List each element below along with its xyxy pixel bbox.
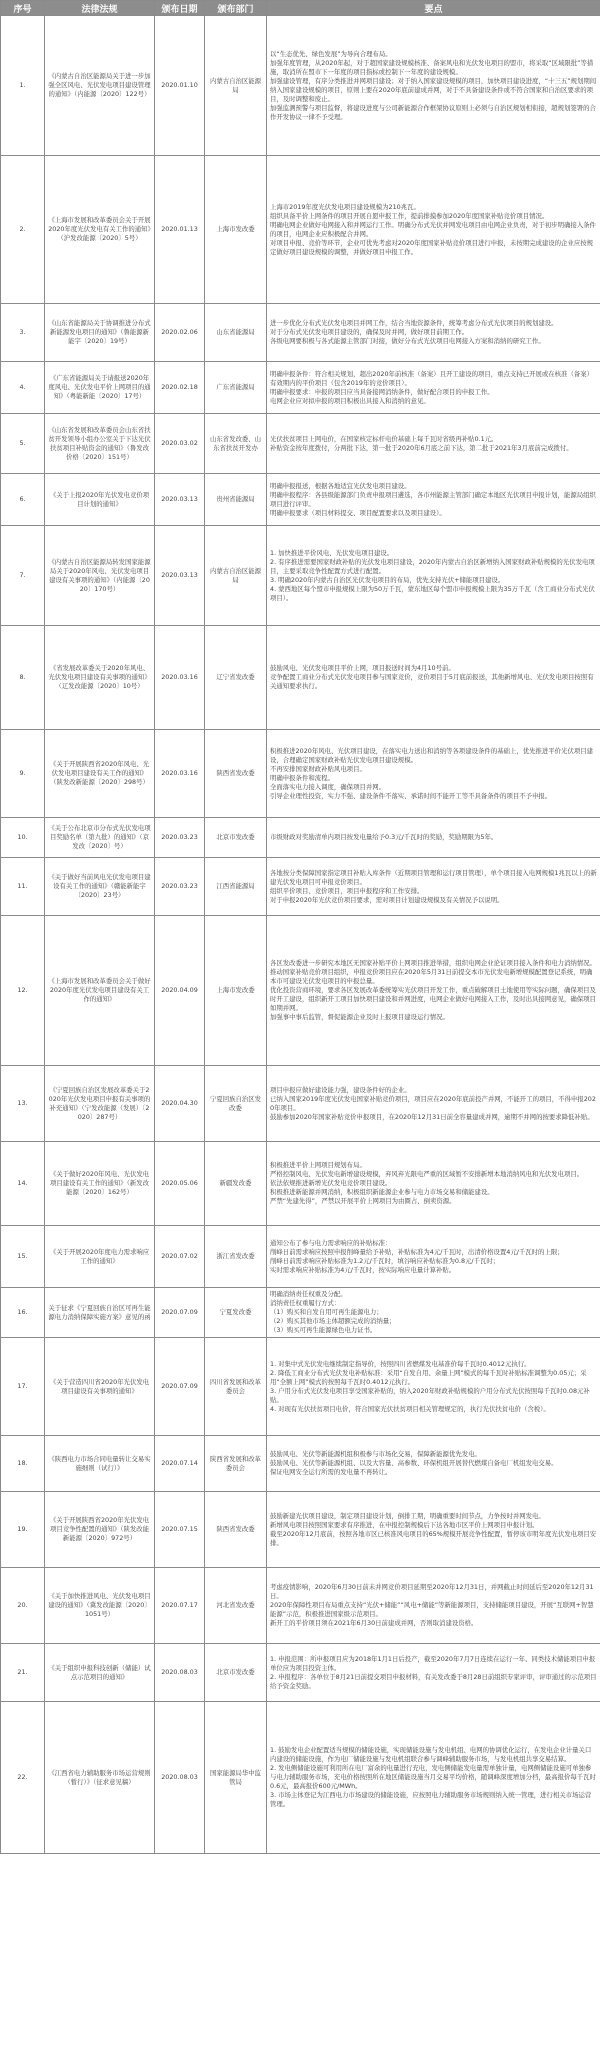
key-point: 2. 有序推进需要国家财政补贴的光伏发电项目建设，2020年内蒙古自治区新增纳入国家财政补贴规模的光伏发电项目，主要采取竞争性配置方式进行配置。 xyxy=(270,557,595,575)
row-number: 17. xyxy=(1,1338,45,1436)
key-point: 加强建设管理，有序分类推进并网项目建设；对于纳入国家建设规模的项目，加快项目建设进度，“十三五”规划期间纳入国家建设规模的项目，原则上要在2020年底前建成并网，对于不具备建设条件或不符合国家和自治区要求的项目，及时调整和废止。 xyxy=(270,76,597,103)
issue-date: 2020.03.23 xyxy=(155,858,205,916)
row-number: 19. xyxy=(1,1492,45,1568)
key-point: 电网企业应对拟申报的项目积极出具接入和消纳的意见。 xyxy=(270,396,430,405)
key-point: 进一步优化分布式光伏发电项目并网工作，结合当地资源条件，统筹考虑分布式光伏项目的规划建设。 xyxy=(270,319,558,327)
key-point: 依法依规推进新增光伏发电竞价项目建设。 xyxy=(270,1179,392,1187)
key-point: 组织具备平价上网条件的项目开展自愿申报工作，提前排摸参加2020年度国家补贴竞价项目情况。 xyxy=(270,211,549,220)
law-title: 《关于营造四川省2020年光伏发电项目建设有关事项的通知》 xyxy=(45,1338,155,1436)
key-point: 上海市2019年度光伏发电项目建设规模为210兆瓦。 xyxy=(270,202,420,211)
key-point: 保证电网安全运行所需的发电量不再转让。 xyxy=(270,1468,392,1476)
table-row xyxy=(1,1338,600,1436)
issue-date: 2020.02.06 xyxy=(155,304,205,362)
key-point: 补贴资金按年度拨付，分两批下达，第一批于2020年6月底之前下达，第二批于2021年3月底前完成拨付。 xyxy=(270,443,573,452)
table-row xyxy=(1,474,600,526)
row-number: 14. xyxy=(1,1142,45,1226)
key-point: 对于申报2020年光伏竞价项目要求，需对项目计划建设规模及有关情况予以说明。 xyxy=(270,895,504,904)
key-points xyxy=(267,474,600,526)
table-row xyxy=(1,1492,600,1568)
issue-date: 2020.03.13 xyxy=(155,474,205,526)
table-row xyxy=(1,304,600,362)
law-title: 《山东省发展和改革委员会山东省扶贫开发领导小组办公室关于下达光伏扶贫项目补贴资金的通知》（鲁发改价格〔2020〕151号） xyxy=(45,414,155,474)
key-points xyxy=(267,304,600,362)
key-point: 截至2020年12月底前，按照各地市区已核准风电项目的65%规模开展竞争性配置，暂停该市明年度光伏发电项目安排。 xyxy=(270,1529,597,1547)
law-title: 《上海市发展和改革委员会关于开展2020年度光伏发电有关工作的通知》（沪发改能源〔2020〕5号） xyxy=(45,156,155,304)
law-title: 《关于开展陕西省2020年风电、光伏发电项目建设有关工作的通知》（陕发改新能源〔2020〕298号） xyxy=(45,730,155,818)
row-number: 12. xyxy=(1,916,45,1066)
row-number: 5. xyxy=(1,414,45,474)
table-row xyxy=(1,626,600,730)
row-number: 9. xyxy=(1,730,45,818)
table-row xyxy=(1,1436,600,1492)
key-points xyxy=(267,156,600,304)
key-point: 1. 对集中式光伏发电继续制定指导价，按照四川省燃煤发电基准价每千瓦时0.4012元执行。 xyxy=(270,1359,531,1368)
key-point: 明确申报条件：符合相关规划，超出2020年前核准（备案）且开工建设的项目，重点支持已开展或在核准（备案）有效期内的平价项目（包含2019年的竞价项目）。 xyxy=(270,369,594,387)
key-points xyxy=(267,526,600,626)
key-point: 明确申报报送，根据各地适宜光伏发电项目建设。 xyxy=(270,481,411,490)
key-point: 鼓励参加2020年国家补贴竞价申报项目，在2020年12月31日前全容量建成并网，逾期不并网的按要求降低补贴。 xyxy=(270,1112,594,1121)
key-point: 通知公布了参与电力需求响应的补贴标准： xyxy=(270,1238,392,1247)
key-point: 2020年保障性项目布局重点支持“光伏+储能”“风电+储能”等新能源项目，支持储能项目建设，开展“互联网+智慧能源”示范，积极推进国家级示范项目。 xyxy=(270,1601,594,1618)
key-point: 光伏扶贫项目上网电价，在国家核定标杆电价基础上每千瓦时省级再补贴0.1元。 xyxy=(270,434,498,443)
issue-date: 2020.08.03 xyxy=(155,1644,205,1702)
header-law: 法律法规 xyxy=(45,1,155,16)
key-points xyxy=(267,414,600,474)
key-point: 4. 对现有光伏扶贫项目电价，符合国家光伏扶贫项目相关管理规定的，执行光伏扶贫电价（含税）。 xyxy=(270,1404,550,1413)
key-point: （3）购买可再生能源绿色电力证书。 xyxy=(270,1326,377,1334)
key-points xyxy=(267,1142,600,1226)
header-dept: 颁布部门 xyxy=(205,1,267,16)
table-header-row xyxy=(1,1,600,16)
row-number: 6. xyxy=(1,474,45,526)
issuing-department: 贵州省能源局 xyxy=(205,474,267,526)
key-point: 组织平价项目、竞价项目，项目申报程序和工作安排。 xyxy=(270,886,424,895)
key-point: （1）购买和自发自用可再生能源电力； xyxy=(270,1308,383,1316)
key-points xyxy=(267,1066,600,1142)
table-row xyxy=(1,526,600,626)
law-title: 《内蒙古自治区能源局关于进一步加强全区风电、光伏发电项目建设管理的通知》（内能源〔2020〕122号） xyxy=(45,16,155,156)
law-title: 《关于组织申报科技创新（储能）试点示范项目的通知》 xyxy=(45,1644,155,1702)
key-points xyxy=(267,362,600,414)
issuing-department: 四川省发展和改革委员会 xyxy=(205,1338,267,1436)
row-number: 16. xyxy=(1,1288,45,1338)
law-title: 《江西省电力辅助服务市场运营规则（暂行）》（征求意见稿） xyxy=(45,1702,155,1854)
row-number: 22. xyxy=(1,1702,45,1854)
row-number: 4. xyxy=(1,362,45,414)
issuing-department: 山东省发改委、山东省扶贫开发办 xyxy=(205,414,267,474)
issuing-department: 陕西省发改委 xyxy=(205,1492,267,1568)
key-points xyxy=(267,1288,600,1338)
issuing-department: 国家能源局华中监管局 xyxy=(205,1702,267,1854)
key-points xyxy=(267,858,600,916)
key-point: 1. 鼓励发电企业配置适当规模的储能设施，实现储能设施与发电机组、电网的协调优化运行，在发电企业计量关口内建设的储能设施，作为电厂储能设施与发电机组联合参与调峰辅助服务市场，与发电机组共享交易结算。 xyxy=(270,1746,592,1763)
key-point: 项目申报应做好建设能力强，建设条件好的企业。 xyxy=(270,1085,411,1094)
issuing-department: 辽宁省发改委 xyxy=(205,626,267,730)
table-row xyxy=(1,1644,600,1702)
key-point: 竞争配置工商业分布式光伏发电项目参与国家竞价，竞价项目于5月底前报送，其他新增风电、光伏发电项目按照有关通知要求执行。 xyxy=(270,673,594,690)
issue-date: 2020.04.30 xyxy=(155,1066,205,1142)
header-no: 序号 xyxy=(1,1,45,16)
law-title: 《宁夏回族自治区发展改革委关于2020年光伏发电项目申报有关事项的补充通知》（宁发改能源（发展）〔2020〕287号） xyxy=(45,1066,155,1142)
issue-date: 2020.03.13 xyxy=(155,526,205,626)
key-point: （2）购买其他市场主体超额完成的消纳量； xyxy=(270,1317,396,1325)
key-point: 鼓励风电、光伏发电项目平价上网，项目报送时间为4月10号前。 xyxy=(270,664,455,672)
row-number: 1. xyxy=(1,16,45,156)
table-row xyxy=(1,362,600,414)
row-number: 13. xyxy=(1,1066,45,1142)
key-point: 明确申报要求：申报的项目应当具备接网消纳条件，做好配合项目的申报工作。 xyxy=(270,387,494,396)
key-point: 实时需求响应补贴标准为4元/千瓦时，按实际响应电量计算补贴。 xyxy=(270,1265,456,1274)
key-points xyxy=(267,1568,600,1644)
law-title: 《关于公布北京市分布式光伏发电项目奖励名单（第九批）的通知》（京发改〔2020〕号） xyxy=(45,818,155,858)
key-point: 新开工的平价项目须在2021年6月30日前建成并网，否则取消建设资格。 xyxy=(270,1619,478,1627)
key-point: 1. 加快推进平价风电、光伏发电项目建设。 xyxy=(270,548,394,557)
key-point: 3. 户用分布式光伏发电项目享受国家补贴的，纳入2020年财政补贴规模的户用分布式光伏按照每千瓦时0.08元补贴。 xyxy=(270,1386,590,1404)
table-row xyxy=(1,1142,600,1226)
law-title: 《广东省能源局关于请报送2020年度风电、光伏发电平价上网项目的通知》（粤能新能〔2020〕17号） xyxy=(45,362,155,414)
issuing-department: 上海市发改委 xyxy=(205,916,267,1066)
key-points xyxy=(267,1226,600,1288)
law-title: 《陕西电力市场合同电量转让交易实施细则（试行）》 xyxy=(45,1436,155,1492)
key-point: 以“生态优先、绿色发展”为导向合理布局。 xyxy=(270,49,392,58)
issuing-department: 山东省能源局 xyxy=(205,304,267,362)
key-point: 鼓励风电、光伏等新能源机组积极参与市场化交易，保障新能源优先发电。 xyxy=(270,1450,481,1458)
key-point: 鼓励风电、光伏等新能源机组、以及大容量、高参数、环保机组开展替代燃煤自备电厂机组发电交易。 xyxy=(270,1459,558,1467)
key-point: 明确申报条件和流程。 xyxy=(270,773,334,782)
key-points xyxy=(267,16,600,156)
issue-date: 2020.03.16 xyxy=(155,626,205,730)
table-row xyxy=(1,156,600,304)
key-points xyxy=(267,730,600,818)
issue-date: 2020.07.17 xyxy=(155,1568,205,1644)
key-point: 明确消纳责任权重及分配。 xyxy=(270,1290,347,1298)
issuing-department: 河北省发改委 xyxy=(205,1568,267,1644)
issuing-department: 内蒙古自治区能源局 xyxy=(205,16,267,156)
key-point: 各级电网要积极与各式能源主管部门对接，做好分布式光伏项目电网接入方案和消纳的研究工作。 xyxy=(270,337,545,345)
issue-date: 2020.07.09 xyxy=(155,1288,205,1338)
law-title: 关于征求《宁夏回族自治区可再生能源电力消纳保障实施方案》意见的函 xyxy=(45,1288,155,1338)
issue-date: 2020.01.13 xyxy=(155,156,205,304)
issuing-department: 广东省能源局 xyxy=(205,362,267,414)
issue-date: 2020.07.15 xyxy=(155,1492,205,1568)
key-point: 各地按分类保障国家指定项目补贴入库条件（近期项目管理和运行项目管理），单个项目接入电网规模1兆瓦以上的新建光伏发电项目可申报竞价项目。 xyxy=(270,868,597,886)
key-point: 2. 申报程序：各单位于8月21日前提交项目申报材料，有关发改委于8月28日前组织专家评审，评审通过的示范项目给予资金奖励。 xyxy=(270,1672,597,1690)
issuing-department: 北京市发改委 xyxy=(205,1644,267,1702)
key-point: 考虑疫情影响，2020年6月30日前未并网竞价项目延期至2020年12月31日，并网截止时间延后至2020年12月31日。 xyxy=(270,1583,594,1600)
issuing-department: 陕西省发改委 xyxy=(205,730,267,818)
issue-date: 2020.03.16 xyxy=(155,730,205,818)
key-point: 明确电网企业做好电网接入和并网运行工作。明确分布式光伏并网发电项目由电网企业负责，对于初步明确接入条件的项目，电网企业应积极配合并网。 xyxy=(270,220,596,238)
key-points xyxy=(267,1436,600,1492)
key-point: 2. 发电侧储能设施可利用所在电厂富余的电量进行充电，发电侧储能发电量需单独计量，电网侧储能设施可单独参与电力辅助服务市场，充电价格按照所在地区储能设施当月交易平均价格，随调峰深度增加分档，最高报价每千瓦时0.6元，最高报价600元/MWh。 xyxy=(270,1764,596,1790)
header-points: 要点 xyxy=(267,1,600,16)
header-date: 颁布日期 xyxy=(155,1,205,16)
table-row xyxy=(1,916,600,1066)
issue-date: 2020.05.06 xyxy=(155,1142,205,1226)
table-row xyxy=(1,16,600,156)
issue-date: 2020.07.09 xyxy=(155,1338,205,1436)
law-title: 《关于开展陕西省2020年光伏发电项目竞争性配置的通知》（陕发改能新能源〔2020〕972号） xyxy=(45,1492,155,1568)
key-point: 鼓励新建光伏项目建设，制定项目建设计划，倒排工期，明确重要时间节点，力争按时并网发电。 xyxy=(270,1511,545,1520)
issue-date: 2020.02.18 xyxy=(155,362,205,414)
row-number: 15. xyxy=(1,1226,45,1288)
issuing-department: 北京市发改委 xyxy=(205,818,267,858)
law-title: 《关于开展2020年度电力需求响应工作的通知》 xyxy=(45,1226,155,1288)
issue-date: 2020.08.03 xyxy=(155,1702,205,1854)
key-point: 明确申报要求（项目材料提交、项目配置要求以及项目建设）。 xyxy=(270,508,446,517)
key-points xyxy=(267,1702,600,1854)
issuing-department: 江西省能源局 xyxy=(205,858,267,916)
law-title: 《关于做好当前风电光伏发电项目建设有关工作的通知》（赣能新能字〔2020〕23号） xyxy=(45,858,155,916)
table-row xyxy=(1,1066,600,1142)
issuing-department: 内蒙古自治区能源局 xyxy=(205,526,267,626)
table-row xyxy=(1,730,600,818)
key-point: 积极推进平价上网项目规划布局。 xyxy=(270,1161,366,1169)
issue-date: 2020.04.09 xyxy=(155,916,205,1066)
key-points xyxy=(267,1492,600,1568)
issue-date: 2020.07.02 xyxy=(155,1226,205,1288)
law-title: 《关于加快推进风电、光伏发电项目建设的通知》（冀发改能源〔2020〕1051号） xyxy=(45,1568,155,1644)
key-point: 优化投资营商环境，要求各区发展改革委统筹实光伏项目开发工作，重点破解项目土地使用等实际问题，确保项目及时开工建设，组织新开工项目加快项目建设和并网进度，电网企业做好电网接入工作，及时出具接网意见，确保项目如期并网。 xyxy=(270,986,596,1012)
law-title: 《省发展改革委关于2020年风电、光伏发电项目建设有关事项的通知》（辽发改能源〔2020〕10号） xyxy=(45,626,155,730)
row-number: 2. xyxy=(1,156,45,304)
issuing-department: 宁夏回族自治区发改委 xyxy=(205,1066,267,1142)
issuing-department: 浙江省发改委 xyxy=(205,1226,267,1288)
issue-date: 2020.03.23 xyxy=(155,818,205,858)
key-point: 不再安排国家财政补贴风电项目。 xyxy=(270,764,366,773)
law-title: 《关于上报2020年光伏发电竞价项目计划的通知》 xyxy=(45,474,155,526)
issue-date: 2020.07.14 xyxy=(155,1436,205,1492)
key-points xyxy=(267,626,600,730)
key-point: 对于分布式光伏发电项目建设的，确保及时并网，做好项目前期工作。 xyxy=(270,328,469,336)
row-number: 21. xyxy=(1,1644,45,1702)
row-number: 18. xyxy=(1,1436,45,1492)
key-point: 积极推进2020年风电、光伏项目建设，在落实电力送出和消纳等各项建设条件的基础上，优先推进平价光伏项目建设，合理确定国家财政补贴光伏发电项目建设规模。 xyxy=(270,746,594,764)
row-number: 8. xyxy=(1,626,45,730)
key-point: 2. 降低工商业分布式光伏发电补贴标准：采用“自发自用、余量上网”模式的每千瓦时补贴标准调整为0.05元；采用“全额上网”模式的按照每千瓦时0.4012元执行。 xyxy=(270,1368,587,1386)
key-point: 积极推进新能源并网消纳，积极组织新能源企业参与电力市场交易和储能建设。 xyxy=(270,1188,494,1196)
table-row xyxy=(1,1702,600,1854)
row-number: 10. xyxy=(1,818,45,858)
issuing-department: 上海市发改委 xyxy=(205,156,267,304)
key-point: 明确申报程序：各县级能源部门负责申报项目遴选，各市州能源主管部门确定本地区光伏项目申报计划，能源局组织项目进行评审。 xyxy=(270,490,596,508)
key-point: 消纳责任权重履行方式： xyxy=(270,1299,341,1307)
key-point: 削峰日前需求响应补贴标准为1.2元/千瓦时，填谷响应补贴标准为0.8元/千瓦时； xyxy=(270,1256,500,1265)
key-points xyxy=(267,1338,600,1436)
key-point: 加强年度管理，从2020年起，对于超国家建设规模核准、备案风电和光伏发电项目的盟市，将采取“区域限批”等措施，取消所在盟市下一年度的项目指标或控制下一年度的建设规模。 xyxy=(270,58,594,76)
issue-date: 2020.03.02 xyxy=(155,414,205,474)
law-title: 《上海市发展和改革委员会关于做好2020年度光伏发电项目建设有关工作的通知》 xyxy=(45,916,155,1066)
key-point: 市级财政对奖励清单内项目按发电量给予0.3元/千瓦时的奖励，奖励期限为5年。 xyxy=(270,833,498,841)
key-point: 3. 市场主体登记为江西电力市场建设的储能设施，应按照电力辅助服务市场规则纳入统一管理，进行相关市场运营管理。 xyxy=(270,1791,592,1808)
table-row xyxy=(1,414,600,474)
key-point: 各区发改委进一步研究本地区无国家补贴平价上网项目推进举措，组织电网企业论证项目接入条件和电力消纳情况。 xyxy=(270,959,596,967)
law-title: 《山东省能源局关于协调推进分布式新能源发电项目的通知》（鲁能源新能字〔2020〕19号） xyxy=(45,304,155,362)
row-number: 3. xyxy=(1,304,45,362)
key-point: 3. 明确2020年内蒙古自治区光伏发电项目的布局，优先支持光伏+储能项目建设。 xyxy=(270,575,505,584)
key-point: 对项目申报、竞价等环节，企业可优先考虑对2020年度国家补贴竞价项目进行申报，未按期完成建设的企业应按规定做好项目建设规模的调整，并做好项目申报工作。 xyxy=(270,238,594,256)
key-point: 全面落实电力接入调度，确保项目并网。 xyxy=(270,782,386,791)
key-point: 严格控制风电、光伏发电新增建设规模，弃风弃光限电严重的区域暂不安排新增本地消纳风电和光伏发电项目。 xyxy=(270,1170,584,1178)
law-title: 《关于做好2020年风电、光伏发电项目建设有关工作的通知》（新发改能源〔2020〕162号） xyxy=(45,1142,155,1226)
key-point: 推动国家补贴竞价项目组织，申报竞价项目应在2020年5月31日前提交本市光伏发电新增规模配置登记系统，明确本市可建设光伏发电项目的申报总量。 xyxy=(270,968,593,985)
key-point: 已纳入国家2019年度光伏发电国家补贴竞价项目，项目应在2020年底前投产并网，不能开工的项目，不得申报2020年项目。 xyxy=(270,1094,596,1112)
row-number: 20. xyxy=(1,1568,45,1644)
table-row xyxy=(1,1568,600,1644)
key-points xyxy=(267,1644,600,1702)
key-point: 严禁“先建先得”，严禁以开展平价上网项目为由圈占、倒卖资源。 xyxy=(270,1197,456,1205)
issuing-department: 新疆发改委 xyxy=(205,1142,267,1226)
row-number: 11. xyxy=(1,858,45,916)
table-row xyxy=(1,818,600,858)
table-row xyxy=(1,858,600,916)
table-row xyxy=(1,1226,600,1288)
key-point: 加强监测预警与项目监督，将建设进度与公司新能源合作框架协议原则上必须与自治区规划相衔接，超规划签署的合作开发协议一律不予受理。 xyxy=(270,103,596,121)
row-number: 7. xyxy=(1,526,45,626)
key-point: 引导企业理性投资，实力不强、建设条件不落实、承诺时间不能开工等不具备条件的项目不予申报。 xyxy=(270,791,552,800)
key-point: 加强事中事后监管，督促能源企业及时上报项目建设运行情况。 xyxy=(270,1013,449,1021)
key-point: 新增风电项目按照国家要求有序推进，在申报控制规模后下达各地市区平价上网项目申报计划。 xyxy=(270,1520,539,1529)
issue-date: 2020.01.10 xyxy=(155,16,205,156)
key-points xyxy=(267,916,600,1066)
key-points xyxy=(267,818,600,858)
key-point: 1. 申报范围：所申报项目应为2018年1月1日后投产，截至2020年7月7日连续在运行一年、同类技术储能项目申报单位应为项目投资主体。 xyxy=(270,1654,596,1672)
key-point: 4. 蒙西地区每个盟市申报规模上限为50万千瓦，蒙东地区每个盟市申报规模上限为35万千瓦（含工商业分布式光伏项目）。 xyxy=(270,584,595,602)
issuing-department: 陕西省发展和改革委员会 xyxy=(205,1436,267,1492)
key-point: 削峰日前需求响应按照申报削峰量给予补贴，补贴标准为4元/千瓦时，出清价格设置4元/千瓦时的上限； xyxy=(270,1247,564,1256)
law-title: 《内蒙古自治区能源局转发国家能源局关于2020年风电、光伏发电项目建设有关事项的通知》（内能源〔2020〕170号） xyxy=(45,526,155,626)
issuing-department: 宁夏发改委 xyxy=(205,1288,267,1338)
table-row xyxy=(1,1288,600,1338)
